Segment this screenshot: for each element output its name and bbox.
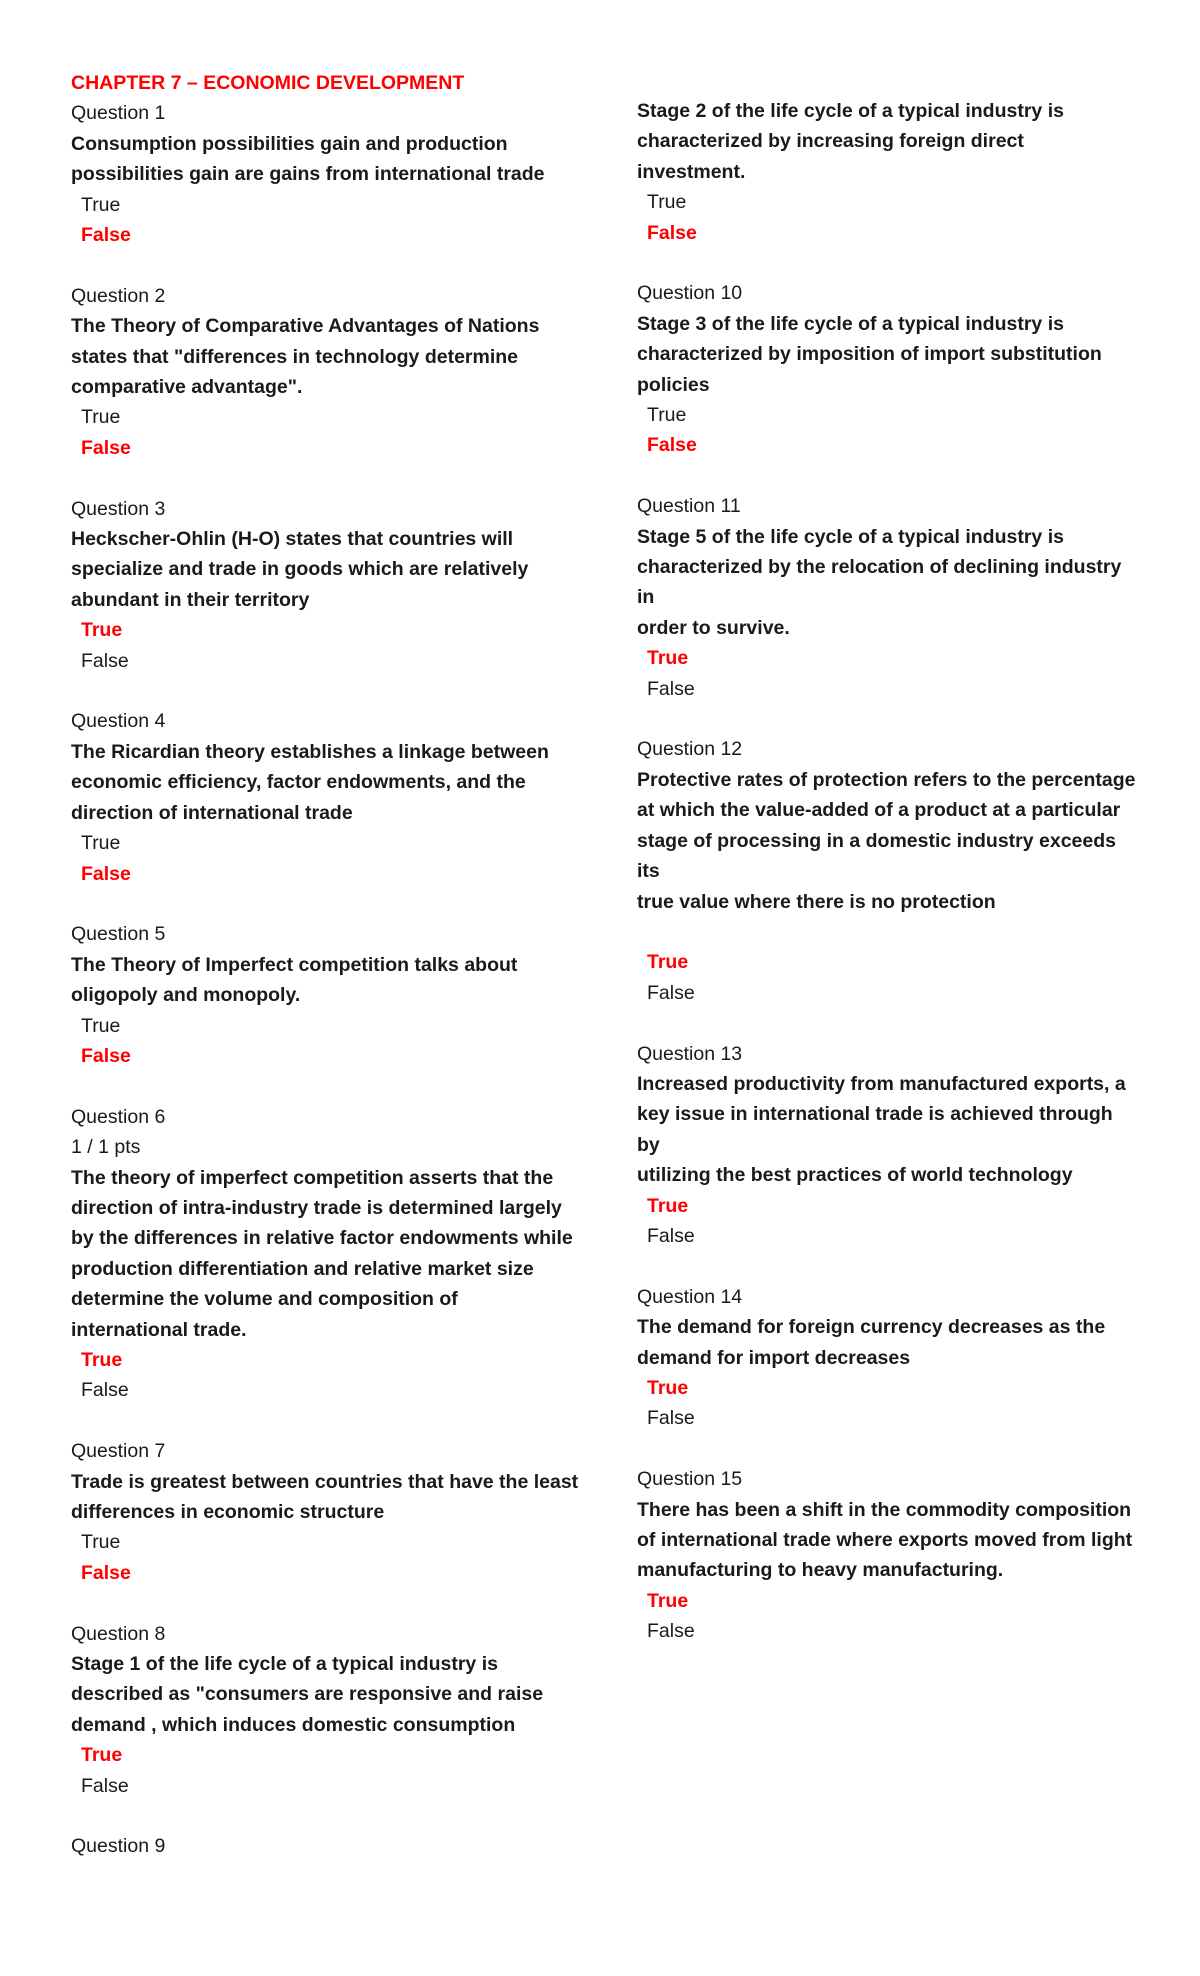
spacer [637,704,1137,734]
question-text-line: Stage 3 of the life cycle of a typical industry is [637,312,1064,335]
question-text-line: by the differences in relative factor endowments while [71,1227,573,1250]
answer-option-correct: True [647,1194,689,1217]
question-text-line: The theory of imperfect competition asserts that the [71,1166,554,1189]
question-label: Question 8 [71,1622,166,1645]
question-text-line: direction of intra-industry trade is determined largely [71,1196,562,1219]
question-text-line: The Theory of Comparative Advantages of Nations [71,315,540,338]
chapter-title: CHAPTER 7 – ECONOMIC DEVELOPMENT [71,72,465,94]
answer-option-correct: False [81,224,131,247]
question-text-line: abundant in their territory [71,588,310,611]
answer-option: False [647,1407,695,1430]
question-text-line: economic efficiency, factor endowments, and the [71,771,526,794]
question-text-line: states that "differences in technology determine [71,345,519,368]
question-text-line: order to survive. [637,616,790,639]
question-block [71,98,591,280]
question-label: Question 4 [71,710,166,733]
question-block [637,1039,1137,1282]
spacer [71,676,591,706]
question-label: Question 5 [71,923,166,946]
answer-option-correct: False [81,1044,131,1067]
question-points: 1 / 1 pts [71,1136,141,1159]
question-block [71,706,591,919]
question-block [637,1282,1137,1464]
question-label: Question 11 [637,495,741,518]
question-text-line: utilizing the best practices of world technology [637,1164,1073,1187]
question-label: Question 7 [71,1440,166,1463]
question-text-line: manufacturing to heavy manufacturing. [637,1559,1004,1582]
question-label: Question 2 [71,284,166,307]
question-text-line: Protective rates of protection refers to the percentage [637,768,1136,791]
spacer [637,1434,1137,1464]
question-label: Question 14 [637,1285,743,1308]
question-text-line: oligopoly and monopoly. [71,984,301,1007]
answer-option: True [81,832,121,855]
answer-option-correct: True [81,1744,123,1767]
question-text-line: comparative advantage". [71,376,303,399]
question-text-line: characterized by increasing foreign direct investment. [637,130,1024,183]
question-text-line: of international trade where exports moved from light [637,1528,1133,1551]
spacer [71,1588,591,1618]
question-text-line: policies [637,373,710,396]
question-block [71,1436,591,1618]
question-label: Question 13 [637,1042,743,1065]
question-block [71,1831,591,1861]
answer-option-correct: False [647,434,697,457]
spacer [71,1406,591,1436]
question-block [637,734,1137,1038]
question-label: Question 10 [637,282,743,305]
question-text-line: Trade is greatest between countries that have the least [71,1470,579,1493]
question-block [637,96,1137,278]
question-text-line: characterized by imposition of import substitution [637,343,1102,366]
answer-option: True [81,406,121,429]
question-block [71,281,591,494]
answer-option-correct: False [81,436,131,459]
question-label: Question 15 [637,1468,743,1491]
question-block [637,1464,1137,1646]
spacer [637,1008,1137,1038]
answer-option: False [647,1224,695,1247]
question-text-line: determine the volume and composition of [71,1288,458,1311]
answer-option-correct: True [647,1376,689,1399]
answer-option-correct: False [81,1561,131,1584]
question-text-line: The Ricardian theory establishes a linkage between [71,740,549,763]
question-label: Question 12 [637,738,743,761]
question-label: Question 6 [71,1105,166,1128]
question-block [637,491,1137,734]
question-text-line: possibilities gain are gains from international trade [71,163,545,186]
answer-option: True [81,1531,121,1554]
question-text-line: Heckscher-Ohlin (H-O) states that countries will [71,528,514,551]
answer-option: False [81,1774,129,1797]
answer-option-correct: False [81,862,131,885]
answer-option-correct: True [647,1589,689,1612]
answer-option-correct: True [647,647,689,670]
spacer [71,1801,591,1831]
question-text-line: at which the value-added of a product at a particular [637,799,1121,822]
question-text-line: key issue in international trade is achieved through by [637,1103,1113,1156]
question-text-line: true value where there is no protection [637,890,996,913]
answer-option-correct: True [647,951,689,974]
question-text-line: There has been a shift in the commodity composition [637,1498,1132,1521]
question-text-line: production differentiation and relative market size [71,1257,534,1280]
question-label: Question 9 [71,1835,166,1858]
question-text-line: Stage 5 of the life cycle of a typical industry is [637,525,1064,548]
answer-option: True [81,1014,121,1037]
question-text-line: demand , which induces domestic consumption [71,1713,516,1736]
spacer [637,917,1137,947]
question-text-line: The Theory of Imperfect competition talks about [71,953,518,976]
spacer [71,889,591,919]
question-text-line: stage of processing in a domestic industry exceeds its [637,829,1116,883]
answer-option: True [81,193,121,216]
spacer [71,250,591,280]
spacer [637,461,1137,491]
question-text-line: The demand for foreign currency decreases as the [637,1316,1106,1339]
answer-option: False [81,1379,129,1402]
question-block [71,494,591,707]
question-block [71,1619,591,1832]
question-text-line: Stage 1 of the life cycle of a typical industry is [71,1653,498,1676]
question-text-line: described as "consumers are responsive and raise [71,1683,544,1706]
question-block [71,919,591,1101]
spacer [637,248,1137,278]
answer-option: False [81,649,129,672]
question-label: Question 3 [71,497,166,520]
question-text-line: Stage 2 of the life cycle of a typical industry is [637,100,1064,122]
spacer [637,1251,1137,1281]
left-column [71,68,591,1862]
spacer [71,463,591,493]
question-block [71,1102,591,1436]
question-text-line: demand for import decreases [637,1346,911,1369]
answer-option: True [647,191,687,214]
question-text-line: characterized by the relocation of declining industry in [637,556,1122,609]
question-text-line: direction of international trade [71,801,353,824]
answer-option: True [647,404,687,427]
question-text-line: specialize and trade in goods which are relatively [71,558,529,581]
question-text-line: Increased productivity from manufactured exports, a [637,1072,1126,1095]
question-label: Question 1 [71,102,166,125]
right-column [637,96,1137,1647]
question-text-line: international trade. [71,1318,247,1341]
answer-option: False [647,677,695,700]
answer-option: False [647,981,695,1004]
answer-option-correct: False [647,221,697,244]
spacer [71,1071,591,1101]
question-text-line: Consumption possibilities gain and production [71,132,508,155]
answer-option-correct: True [81,1348,123,1371]
question-block [637,278,1137,491]
question-text-line: differences in economic structure [71,1501,385,1523]
answer-option-correct: True [81,619,123,642]
answer-option: False [647,1620,695,1643]
